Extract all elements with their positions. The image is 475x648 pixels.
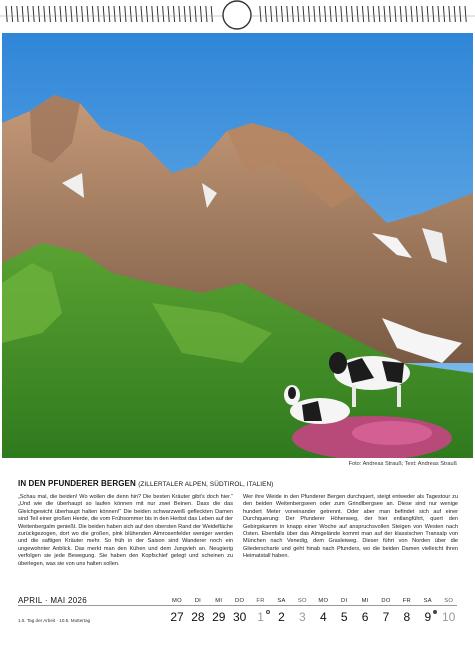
weekday-label: SA	[277, 598, 286, 604]
day-number: 10	[442, 610, 456, 624]
day-number: 8	[403, 610, 411, 624]
day-number: 9	[424, 610, 432, 624]
paragraph-left: „Schau mal, die beiden! Wo wollen die denn hin? Die besten Kräuter gibt’s doch hier.“ „Und wie die überhaupt so laufen können mit nur zwei Beinen. Dass die das Gleichgewicht überhaupt halten können!“ Die beiden schwarzweiß gefleckten Damen sind Teil einer großen Herde, die vom Frühsommer bis in den Herbst das Leben auf der Weitenbergalm genießt. Die beiden haben sich auf den obersten Rand der Weidefläche zurückgezogen, dort wo die großen, pink blühenden Almrosenfelder weniger werden und die saftigen Kräuter mehr. So früh in der Saison sind Wanderer noch ein ungewohnter Anblick. Das merkt man den Kühen und dem Jungvieh an. Neugierig verfolgen sie jede Bewegung. Sie haben den Kopfschief gelegt und scheinen zu überlegen, was sie von uns halten sollen.	[18, 494, 233, 567]
day-number: 7	[382, 610, 390, 624]
day-number: 5	[340, 610, 348, 624]
weekday-label: DO	[381, 598, 391, 604]
weekday-label: DI	[340, 598, 348, 604]
calendar-days	[0, 598, 475, 638]
title-subtitle: (ZILLERTALER ALPEN, SÜDTIROL, ITALIEN)	[138, 481, 274, 488]
weekday-label: DO	[235, 598, 245, 604]
day-number: 30	[233, 610, 247, 624]
weekday-label: MO	[318, 598, 329, 604]
weekday-label: FR	[256, 598, 265, 604]
weekday-label: MI	[361, 598, 369, 604]
weekday-label: SA	[423, 598, 432, 604]
weekday-label: MI	[215, 598, 223, 604]
text-column-left	[18, 494, 233, 568]
weekday-label: DI	[194, 598, 202, 604]
page-title	[18, 479, 273, 488]
landscape-photo	[2, 33, 473, 458]
month-label: APRIL · MAI 2026	[18, 596, 87, 605]
weekday-label: FR	[402, 598, 412, 604]
day-number: 27	[170, 610, 184, 624]
calendar-day	[437, 598, 461, 624]
holiday-note: 1.5. Tag der Arbeit · 10.5. Muttertag	[18, 618, 91, 623]
weekday-label: MO	[172, 598, 182, 604]
day-number: 3	[299, 610, 306, 624]
day-number: 4	[319, 610, 327, 624]
title-main: IN DEN PFUNDERER BERGEN	[18, 479, 136, 488]
spiral-binding	[0, 0, 475, 34]
day-number: 29	[212, 610, 226, 624]
photo-credit: Foto: Andreas Strauß; Text: Andreas Strauß	[348, 461, 457, 467]
day-number: 1	[257, 610, 264, 624]
day-number: 6	[361, 610, 369, 624]
weekday-label: SO	[297, 598, 307, 604]
paragraph-right: Wer ihre Weide in den Pfunderer Bergen durchquert, steigt entweder als Tagestour zu den beiden Weitenbergseen oder zum Grindlbergsee an. Diese sind nur wenige hundert Meter voneinander getrennt. Oder aber man befindet sich auf einer Durchquerung: Der Pfunderer Höhenweg, der hier entlangführt, quert den Gebirgskamm in knapp einer Woche auf anspruchsvollen Steigen von Westen nach Osten. Ebenfalls über das Almgelände kommt man auf der klassischen Transalp von München nach Venedig, dem Grasleiweg. Dieser führt von Norden über die Gliederscharte und geht hinab nach Pfunders, wo die beiden Damen vielleicht ihren Heimatstall haben.	[243, 494, 458, 560]
weekday-label: SO	[444, 598, 454, 604]
text-column-right	[243, 494, 458, 568]
day-number: 28	[191, 610, 205, 624]
day-number: 2	[278, 610, 285, 624]
article-body	[18, 494, 458, 568]
